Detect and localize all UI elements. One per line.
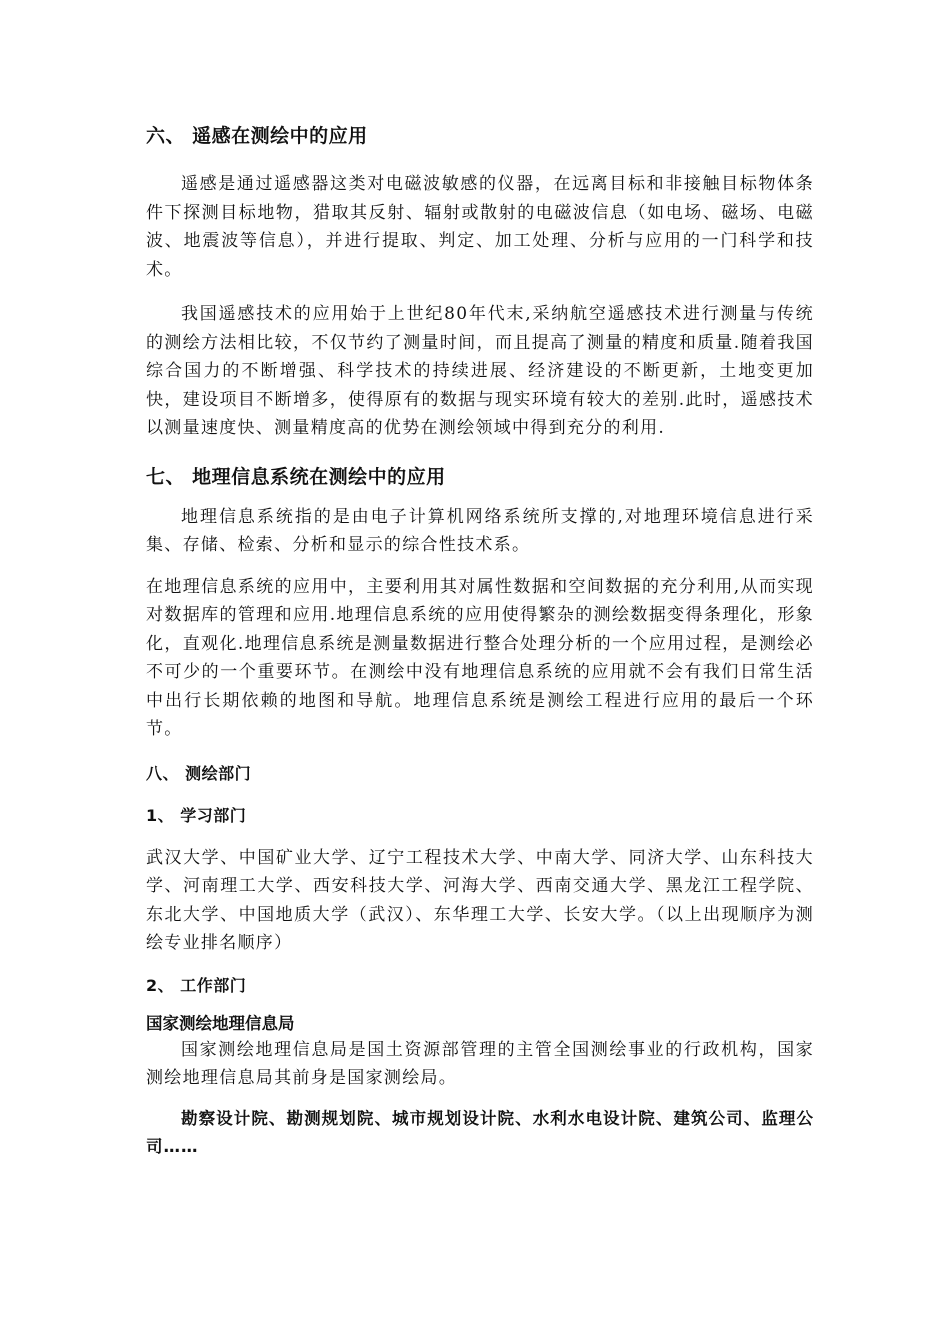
study-departments-heading: 1、 学习部门 — [146, 805, 247, 825]
section-6-heading: 六、 遥感在测绘中的应用 — [146, 125, 368, 147]
section-7-heading: 七、 地理信息系统在测绘中的应用 — [146, 465, 446, 488]
section-6-paragraph-1: 遥感是通过遥感器这类对电磁波敏感的仪器，在远离目标和非接触目标物体条件下探测目标地物，猎取其反射、辐射或散射的电磁波信息（如电场、磁场、电磁波、地震波等信息），并进行提取、判定、加工处理、分析与应用的一门科学和技术。 — [146, 174, 814, 280]
organization-description: 国家测绘地理信息局是国土资源部管理的主管全国测绘事业的行政机构，国家测绘地理信息局其前身是国家测绘局。 — [146, 1039, 814, 1088]
document-content — [146, 122, 814, 1162]
universities-list: 武汉大学、中国矿业大学、辽宁工程技术大学、中南大学、同济大学、山东科技大学、河南理工大学、西安科技大学、河海大学、西南交通大学、黑龙江工程学院、东北大学、中国地质大学（武汉）、东华理工大学、长安大学。（以上出现顺序为测绘专业排名顺序） — [146, 847, 814, 953]
section-7-paragraph-1: 地理信息系统指的是由电子计算机网络系统所支撑的,对地理环境信息进行采集、存储、检索、分析和显示的综合性技术系。 — [146, 506, 814, 555]
companies-list: 勘察设计院、勘测规划院、城市规划设计院、水利水电设计院、建筑公司、监理公司…… — [146, 1108, 814, 1156]
work-departments-heading: 2、 工作部门 — [146, 975, 247, 995]
section-7-paragraph-2: 在地理信息系统的应用中，主要利用其对属性数据和空间数据的充分利用,从而实现对数据库的管理和应用.地理信息系统的应用使得繁杂的测绘数据变得条理化，形象化，直观化.地理信息系统是测量数据进行整合处理分析的一个应用过程，是测绘必不可少的一个重要环节。在测绘中没有地理信息系统的应用就不会有我们日常生活中出行长期依赖的地图和导航。地理信息系统是测绘工程进行应用的最后一个环节。 — [146, 576, 814, 739]
section-6-paragraph-2: 我国遥感技术的应用始于上世纪80年代末,采纳航空遥感技术进行测量与传统的测绘方法相比较，不仅节约了测量时间，而且提高了测量的精度和质量.随着我国综合国力的不断增强、科学技术的持续进展、经济建设的不断更新，土地变更加快，建设项目不断增多，使得原有的数据与现实环境有较大的差别.此时，遥感技术以测量速度快、测量精度高的优势在测绘领域中得到充分的利用. — [146, 304, 814, 438]
organization-title: 国家测绘地理信息局 — [146, 1013, 295, 1033]
section-8-heading: 八、 测绘部门 — [146, 763, 252, 783]
